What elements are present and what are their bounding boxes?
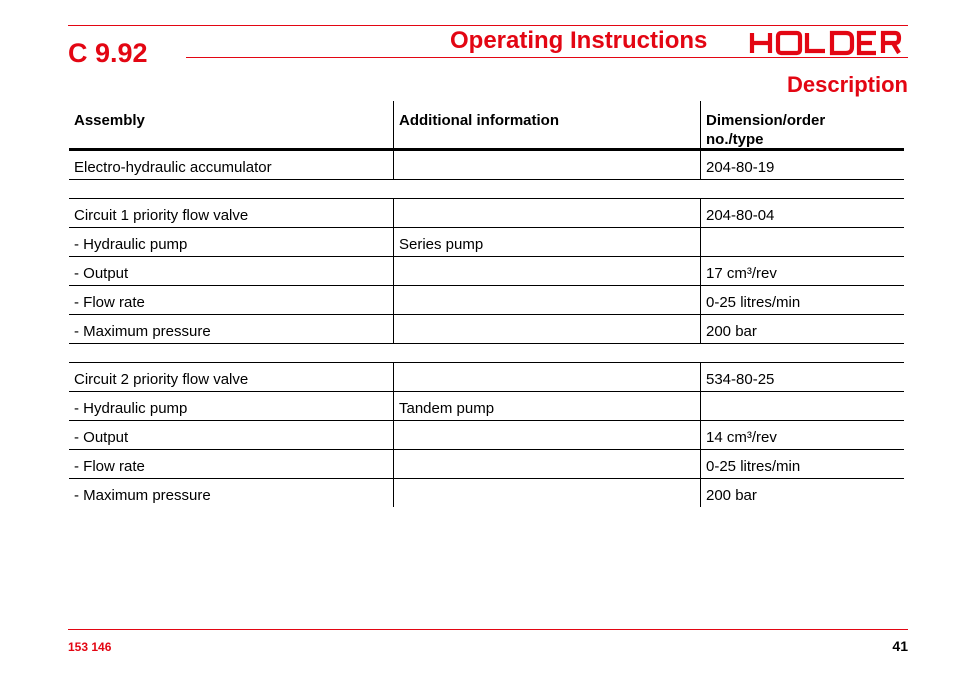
table-row bbox=[69, 199, 904, 228]
table-row bbox=[69, 392, 904, 421]
document-title: Operating Instructions bbox=[450, 27, 708, 54]
cell-additional-information bbox=[393, 199, 700, 227]
cell-additional-information bbox=[393, 450, 700, 478]
cell-dimension: 200 bar bbox=[700, 315, 904, 343]
table-row bbox=[69, 286, 904, 315]
table-spacer-row bbox=[69, 180, 904, 199]
table-row bbox=[69, 151, 904, 180]
header-additional-information: Additional information bbox=[393, 101, 700, 148]
model-number: C 9.92 bbox=[68, 38, 148, 68]
cell-assembly: - Hydraulic pump bbox=[74, 235, 188, 253]
cell-dimension: 14 cm³/rev bbox=[700, 421, 904, 449]
cell-additional-information: Series pump bbox=[393, 228, 700, 256]
header-assembly: Assembly bbox=[74, 112, 145, 129]
cell-assembly: - Flow rate bbox=[74, 293, 145, 311]
cell-dimension: 200 bar bbox=[700, 479, 904, 507]
table-row bbox=[69, 315, 904, 344]
page-number: 41 bbox=[892, 638, 908, 654]
cell-additional-information bbox=[393, 344, 700, 362]
cell-dimension: 204-80-04 bbox=[700, 199, 904, 227]
cell-assembly: Circuit 2 priority flow valve bbox=[74, 370, 249, 388]
cell-dimension bbox=[700, 392, 904, 420]
cell-additional-information bbox=[393, 151, 700, 179]
cell-assembly: - Output bbox=[74, 264, 129, 282]
cell-additional-information bbox=[393, 257, 700, 285]
footer-rule bbox=[68, 629, 908, 630]
cell-dimension: 0-25 litres/min bbox=[700, 286, 904, 314]
cell-dimension bbox=[700, 180, 904, 198]
cell-dimension: 534-80-25 bbox=[700, 363, 904, 391]
cell-dimension: 0-25 litres/min bbox=[700, 450, 904, 478]
cell-additional-information bbox=[393, 421, 700, 449]
cell-dimension bbox=[700, 228, 904, 256]
holder-logo bbox=[748, 30, 902, 61]
table-row bbox=[69, 228, 904, 257]
cell-additional-information bbox=[393, 180, 700, 198]
cell-assembly: - Flow rate bbox=[74, 457, 145, 475]
table-spacer-row bbox=[69, 344, 904, 363]
cell-additional-information: Tandem pump bbox=[393, 392, 700, 420]
cell-assembly: - Maximum pressure bbox=[74, 486, 211, 504]
cell-additional-information bbox=[393, 315, 700, 343]
table-row bbox=[69, 450, 904, 479]
cell-dimension bbox=[700, 344, 904, 362]
cell-dimension: 17 cm³/rev bbox=[700, 257, 904, 285]
cell-additional-information bbox=[393, 479, 700, 507]
header-dimension-order: Dimension/order no./type bbox=[700, 101, 904, 148]
cell-assembly: Electro-hydraulic accumulator bbox=[74, 158, 272, 176]
cell-assembly: - Maximum pressure bbox=[74, 322, 211, 340]
table-row bbox=[69, 257, 904, 286]
cell-assembly bbox=[69, 344, 393, 362]
section-title: Description bbox=[786, 72, 908, 97]
header-top-rule bbox=[68, 25, 908, 26]
cell-additional-information bbox=[393, 363, 700, 391]
table-header-row bbox=[69, 101, 904, 151]
table-row bbox=[69, 421, 904, 450]
cell-assembly: - Hydraulic pump bbox=[74, 399, 188, 417]
specification-table bbox=[69, 101, 904, 507]
table-body bbox=[69, 151, 904, 507]
table-row bbox=[69, 363, 904, 392]
table-row bbox=[69, 479, 904, 507]
cell-dimension: 204-80-19 bbox=[700, 151, 904, 179]
cell-assembly bbox=[69, 180, 393, 198]
cell-assembly: - Output bbox=[74, 428, 129, 446]
cell-assembly: Circuit 1 priority flow valve bbox=[74, 206, 249, 224]
cell-additional-information bbox=[393, 286, 700, 314]
document-number: 153 146 bbox=[68, 640, 112, 654]
holder-logo-graphic bbox=[748, 30, 902, 56]
